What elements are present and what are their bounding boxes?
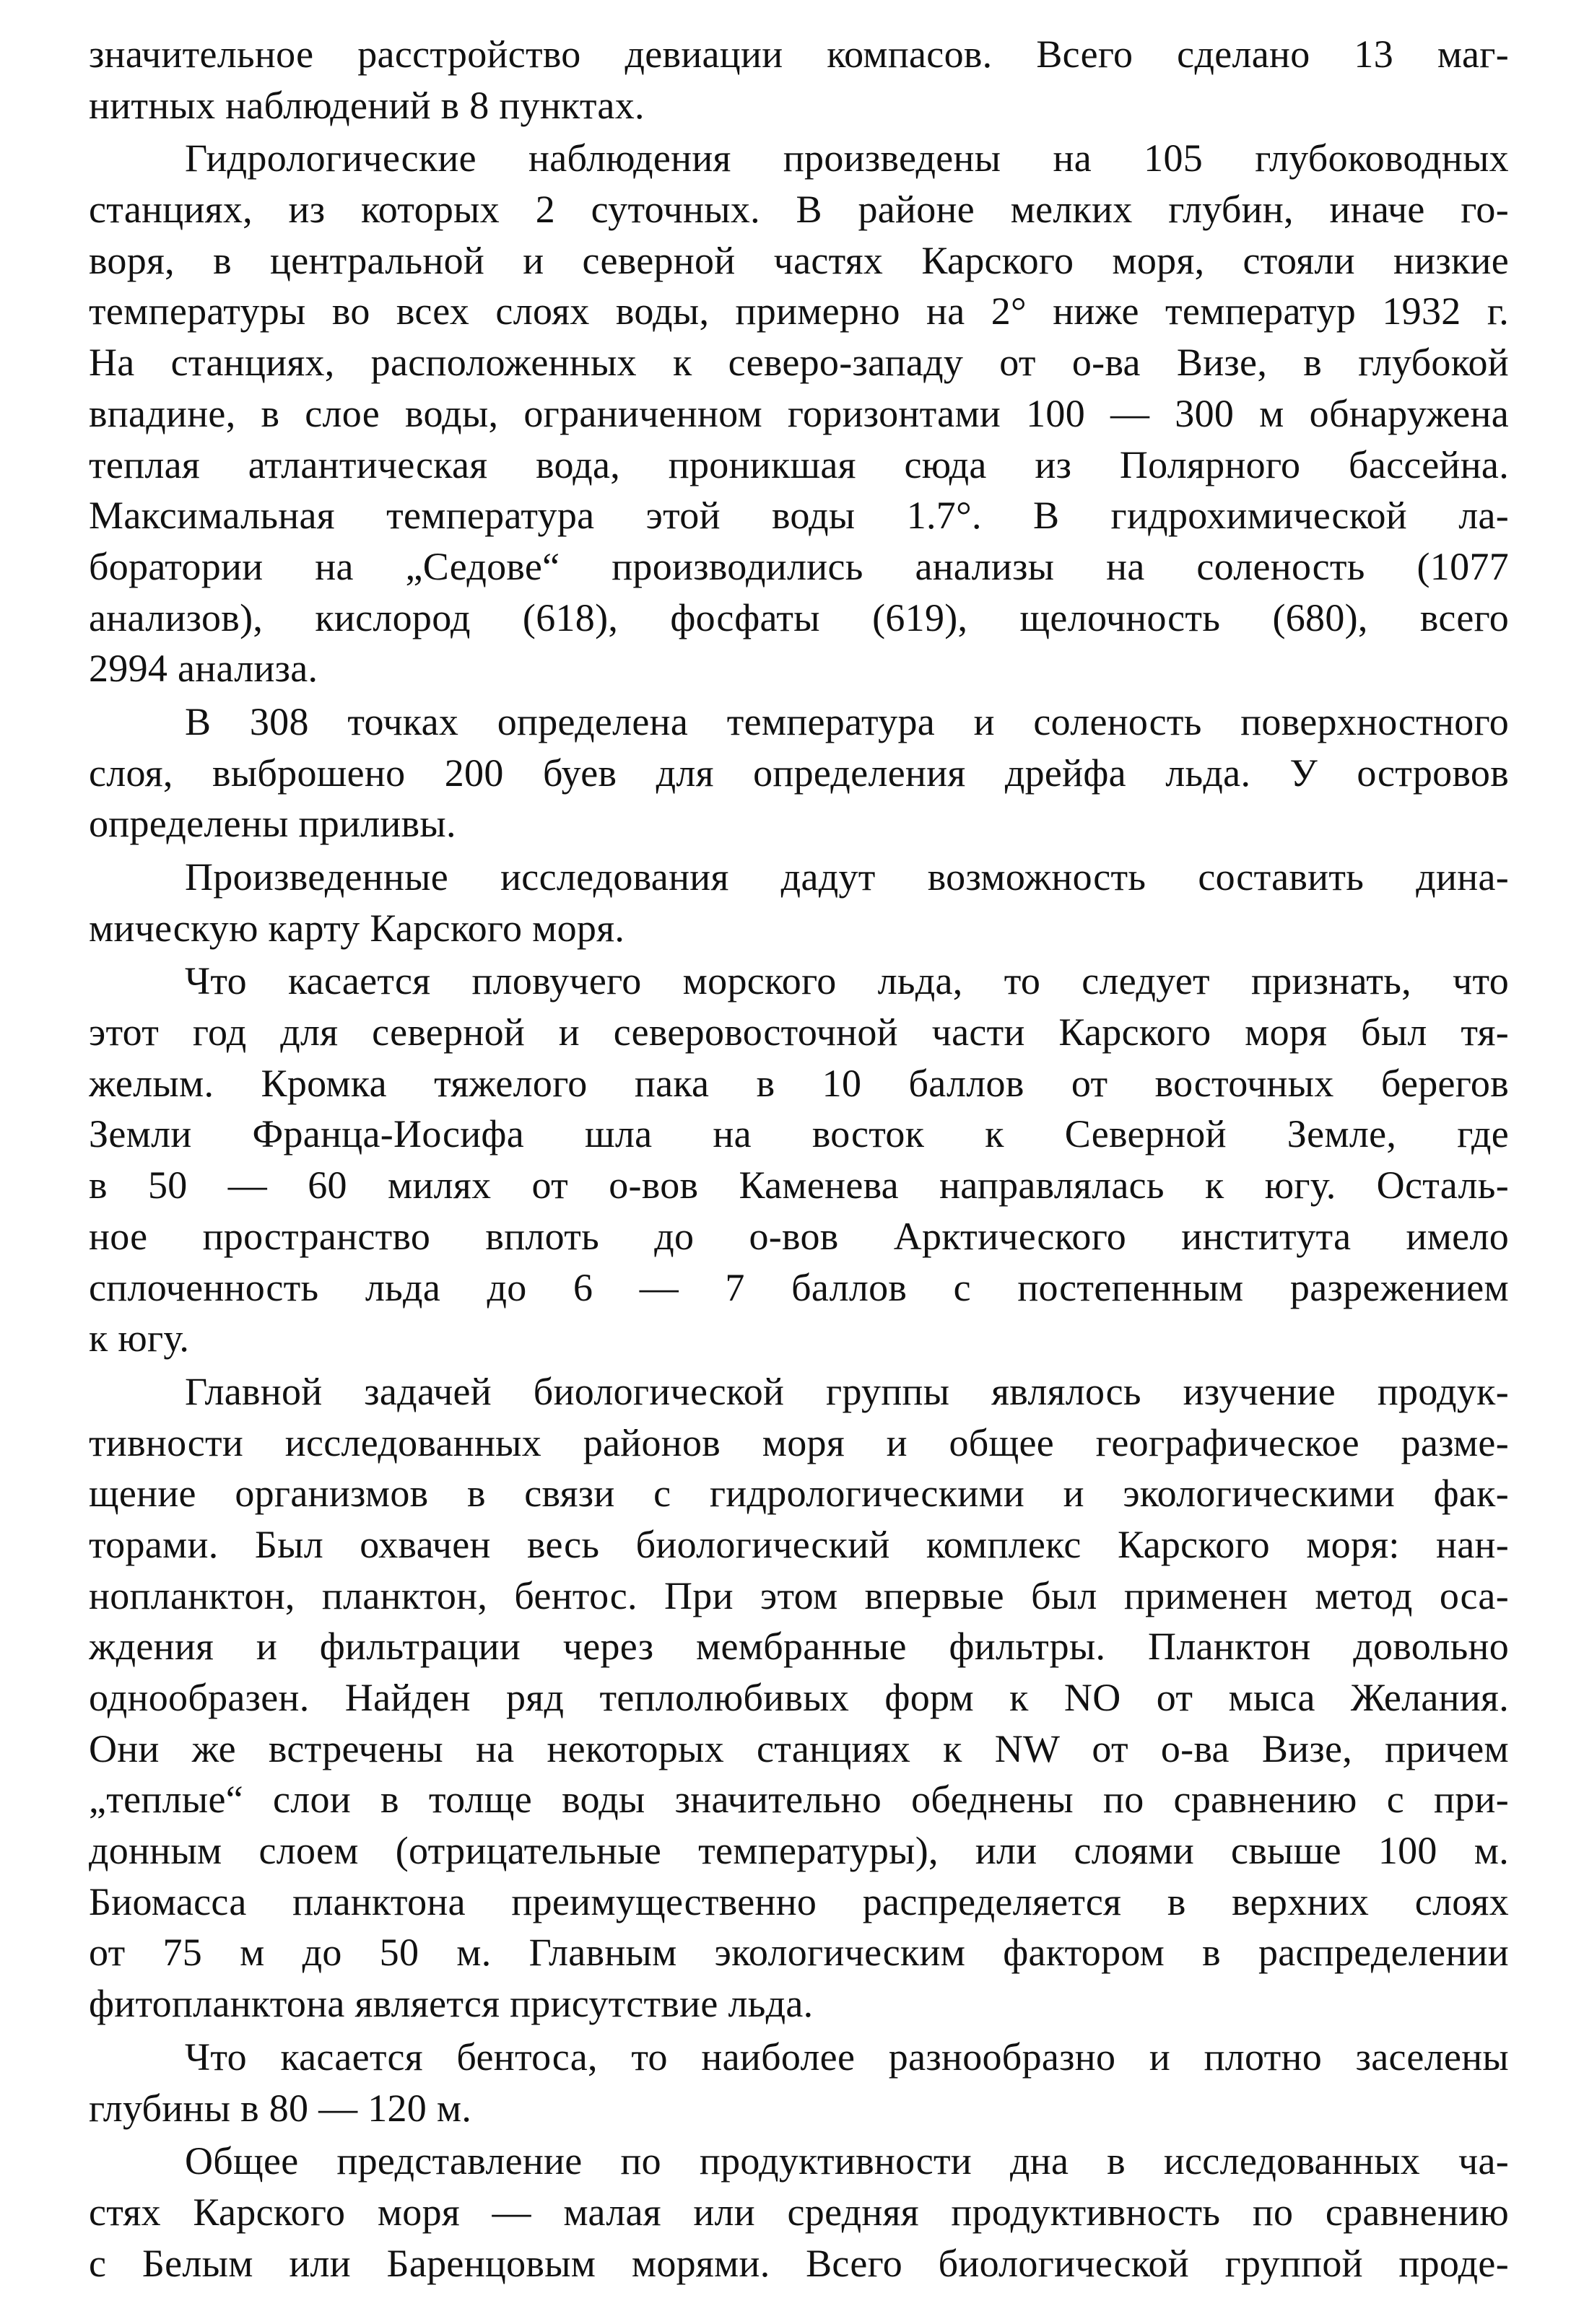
paragraph [89, 1366, 1509, 2030]
paragraph [89, 956, 1509, 1364]
text-line: температуры во всех слоях воды, примерно на 2° ниже температур 1932 г. [89, 289, 1509, 333]
text-line: значительное расстройство девиации компасов. Всего сделано 13 маг- [89, 32, 1509, 76]
paragraph [89, 696, 1509, 849]
text-line: слоя, выброшено 200 буев для определения дрейфа льда. У островов [89, 751, 1509, 795]
text-line: мическую карту Карского моря. [89, 906, 625, 950]
paragraph [89, 852, 1509, 953]
text-line: „теплые“ слои в толще воды значительно обеднены по сравнению с при- [89, 1778, 1509, 1822]
text-line: Биомасса планктона преимущественно распределяется в верхних слоях [89, 1879, 1509, 1923]
text-line: На станциях, расположенных к северо-западу от о-ва Визе, в глубокой [89, 341, 1509, 385]
text-line: от 75 м до 50 м. Главным экологическим фактором в распределении [89, 1931, 1509, 1975]
text-line: донным слоем (отрицательные температуры), или слоями свыше 100 м. [89, 1829, 1509, 1873]
text-line: Максимальная температура этой воды 1.7°. В гидрохимической ла- [89, 494, 1509, 538]
text-line: станциях, из которых 2 суточных. В районе мелких глубин, иначе го- [89, 188, 1509, 232]
text-line: нитных наблюдений в 8 пунктах. [89, 83, 645, 127]
text-line: однообразен. Найден ряд теплолюбивых форм к NO от мыса Желания. [89, 1676, 1509, 1719]
text-line: ждения и фильтрации через мембранные фильтры. Планктон довольно [89, 1625, 1509, 1669]
text-line: желым. Кромка тяжелого пака в 10 баллов от восточных берегов [89, 1061, 1509, 1105]
text-line: 2994 анализа. [89, 647, 318, 691]
text-line: к югу. [89, 1316, 190, 1360]
text-line: фитопланктона является присутствие льда. [89, 1982, 814, 2026]
text-line: Что касается бентоса, то наиболее разнообразно и плотно заселены [185, 2035, 1509, 2079]
text-line: анализов), кислород (618), фосфаты (619), щелочность (680), всего [89, 595, 1509, 639]
text-line: щение организмов в связи с гидрологическими и экологическими фак- [89, 1472, 1509, 1516]
text-line: глубины в 80 — 120 м. [89, 2086, 472, 2130]
paragraph [89, 2136, 1509, 2289]
document-page [89, 29, 1509, 2291]
text-line: стях Карского моря — малая или средняя продуктивность по сравнению [89, 2190, 1509, 2234]
text-line: тивности исследованных районов моря и общее географическое разме- [89, 1420, 1509, 1464]
paragraph [89, 133, 1509, 694]
text-line: Что касается пловучего морского льда, то следует признать, что [185, 959, 1509, 1003]
text-line: этот год для северной и северовосточной части Карского моря был тя- [89, 1010, 1509, 1054]
text-line: Земли Франца-Иосифа шла на восток к Северной Земле, где [89, 1112, 1509, 1156]
text-line: в 50 — 60 милях от о-вов Каменева направлялась к югу. Осталь- [89, 1163, 1509, 1207]
paragraph [89, 29, 1509, 131]
text-line: ное пространство вплоть до о-вов Арктического института имело [89, 1214, 1509, 1258]
text-line: В 308 точках определена температура и соленость поверхностного [185, 699, 1509, 743]
text-line: теплая атлантическая вода, проникшая сюда из Полярного бассейна. [89, 442, 1509, 486]
text-line: торами. Был охвачен весь биологический комплекс Карского моря: нан- [89, 1522, 1509, 1566]
text-line: Общее представление по продуктивности дна в исследованных ча- [185, 2139, 1509, 2183]
text-line: боратории на „Седове“ производились анализы на соленость (1077 [89, 544, 1509, 588]
text-line: с Белым или Баренцовым морями. Всего биологической группой проде- [89, 2241, 1509, 2285]
text-line: определены приливы. [89, 802, 456, 846]
text-line: впадине, в слое воды, ограниченном горизонтами 100 — 300 м обнаружена [89, 391, 1509, 435]
text-line: нопланктон, планктон, бентос. При этом впервые был применен метод оса- [89, 1573, 1509, 1617]
text-line: воря, в центральной и северной частях Карского моря, стояли низкие [89, 238, 1509, 282]
text-line: Гидрологические наблюдения произведены на 105 глубоководных [185, 136, 1509, 180]
text-line: Произведенные исследования дадут возможность составить дина- [185, 855, 1509, 899]
text-line: Главной задачей биологической группы являлось изучение продук- [185, 1369, 1509, 1413]
paragraph [89, 2032, 1509, 2133]
text-line: Они же встречены на некоторых станциях к NW от о-ва Визе, причем [89, 1726, 1509, 1770]
text-line: сплоченность льда до 6 — 7 баллов с постепенным разрежением [89, 1265, 1509, 1309]
